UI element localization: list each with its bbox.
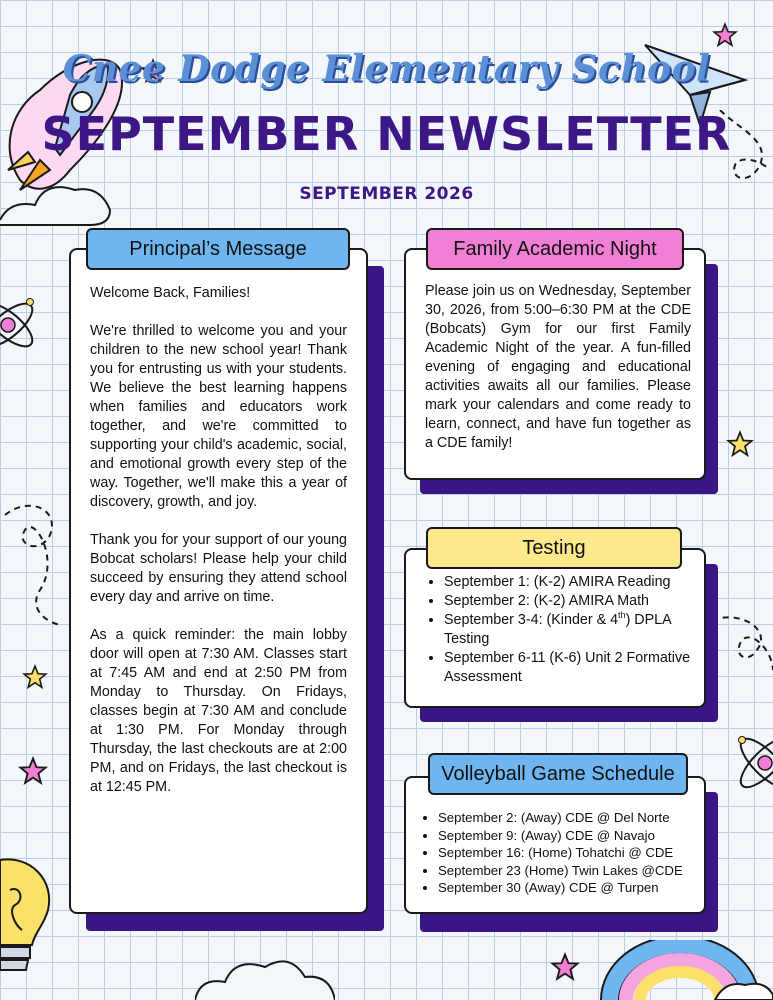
- star-icon: [550, 952, 580, 982]
- volleyball-schedule-list: [418, 809, 723, 897]
- list-item: • September 30 (Away) CDE @ Turpen: [438, 879, 723, 897]
- list-item: • September 23 (Home) Twin Lakes @CDE: [438, 862, 723, 880]
- list-item: • September 16: (Home) Tohatchi @ CDE: [438, 844, 723, 862]
- star-icon: [726, 430, 754, 458]
- star-icon: [18, 756, 48, 786]
- rainbow-icon: [600, 940, 773, 1000]
- list-item: • September 2: (Away) CDE @ Del Norte: [438, 809, 723, 827]
- star-icon: [22, 664, 48, 690]
- dashed-trail-icon: [0, 500, 70, 630]
- cloud-icon: [195, 952, 335, 1000]
- principal-paragraph: We're thrilled to welcome you and your children to the new school year! Thank you for entrusting us with your students. We believe the best learning happens when families and educators work together, and we're committed to supporting your child's academic, social, and emotional growth every step of the way. Together, we'll make this a year of discovery, growth, and joy.: [90, 323, 347, 510]
- lightbulb-icon: [0, 850, 60, 980]
- dashed-trail-icon: [712, 610, 773, 680]
- principal-message-text: [90, 284, 347, 797]
- family-night-heading: Family Academic Night: [426, 228, 684, 270]
- list-item: • September 9: (Away) CDE @ Navajo: [438, 827, 723, 845]
- list-item: • September 6-11 (K-6) Unit 2 Formative Assessment: [444, 649, 714, 687]
- testing-list: [424, 573, 714, 687]
- principal-paragraph: As a quick reminder: the main lobby door will open at 7:30 AM. Classes start at 7:45 AM and end at 2:50 PM from Monday to Thursday. On Fridays, classes begin at 7:30 AM and conclude at 1:30 PM. For Monday through Thursday, the last checkouts are at 2:00 PM, and on Fridays, the last checkout is at 12:45 PM.: [90, 627, 347, 795]
- atom-icon: [720, 718, 773, 808]
- list-item: • September 1: (K-2) AMIRA Reading: [444, 573, 714, 592]
- newsletter-date: SEPTEMBER 2026: [299, 184, 474, 204]
- principal-paragraph: Welcome Back, Families!: [90, 285, 251, 301]
- newsletter-title: SEPTEMBER NEWSLETTER: [41, 107, 732, 161]
- list-item-text: ) DPLA Testing: [444, 612, 671, 647]
- testing-heading: Testing: [426, 527, 682, 569]
- superscript: th: [618, 610, 626, 621]
- list-item: [444, 611, 714, 649]
- list-item-text: September 3-4: (Kinder & 4: [444, 612, 619, 628]
- volleyball-heading: Volleyball Game Schedule: [428, 753, 688, 795]
- family-night-text: Please join us on Wednesday, September 30, 2026, from 5:00–6:30 PM at the CDE (Bobcats) Gym for our first Family Academic Night of the year. A fun-filled evening of engaging and educational activities awaits all our families. Please mark your calendars and come ready to learn, connect, and have fun together as a CDE family!: [425, 283, 691, 451]
- atom-icon: [0, 280, 58, 370]
- principal-heading: Principal’s Message: [86, 228, 350, 270]
- principal-paragraph: Thank you for your support of our young Bobcat scholars! Please help your child succeed by ensuring they attend school every day and arrive on time.: [90, 532, 347, 605]
- list-item: • September 2: (K-2) AMIRA Math: [444, 592, 714, 611]
- school-name: Cnee Dodge Elementary School: [62, 48, 711, 90]
